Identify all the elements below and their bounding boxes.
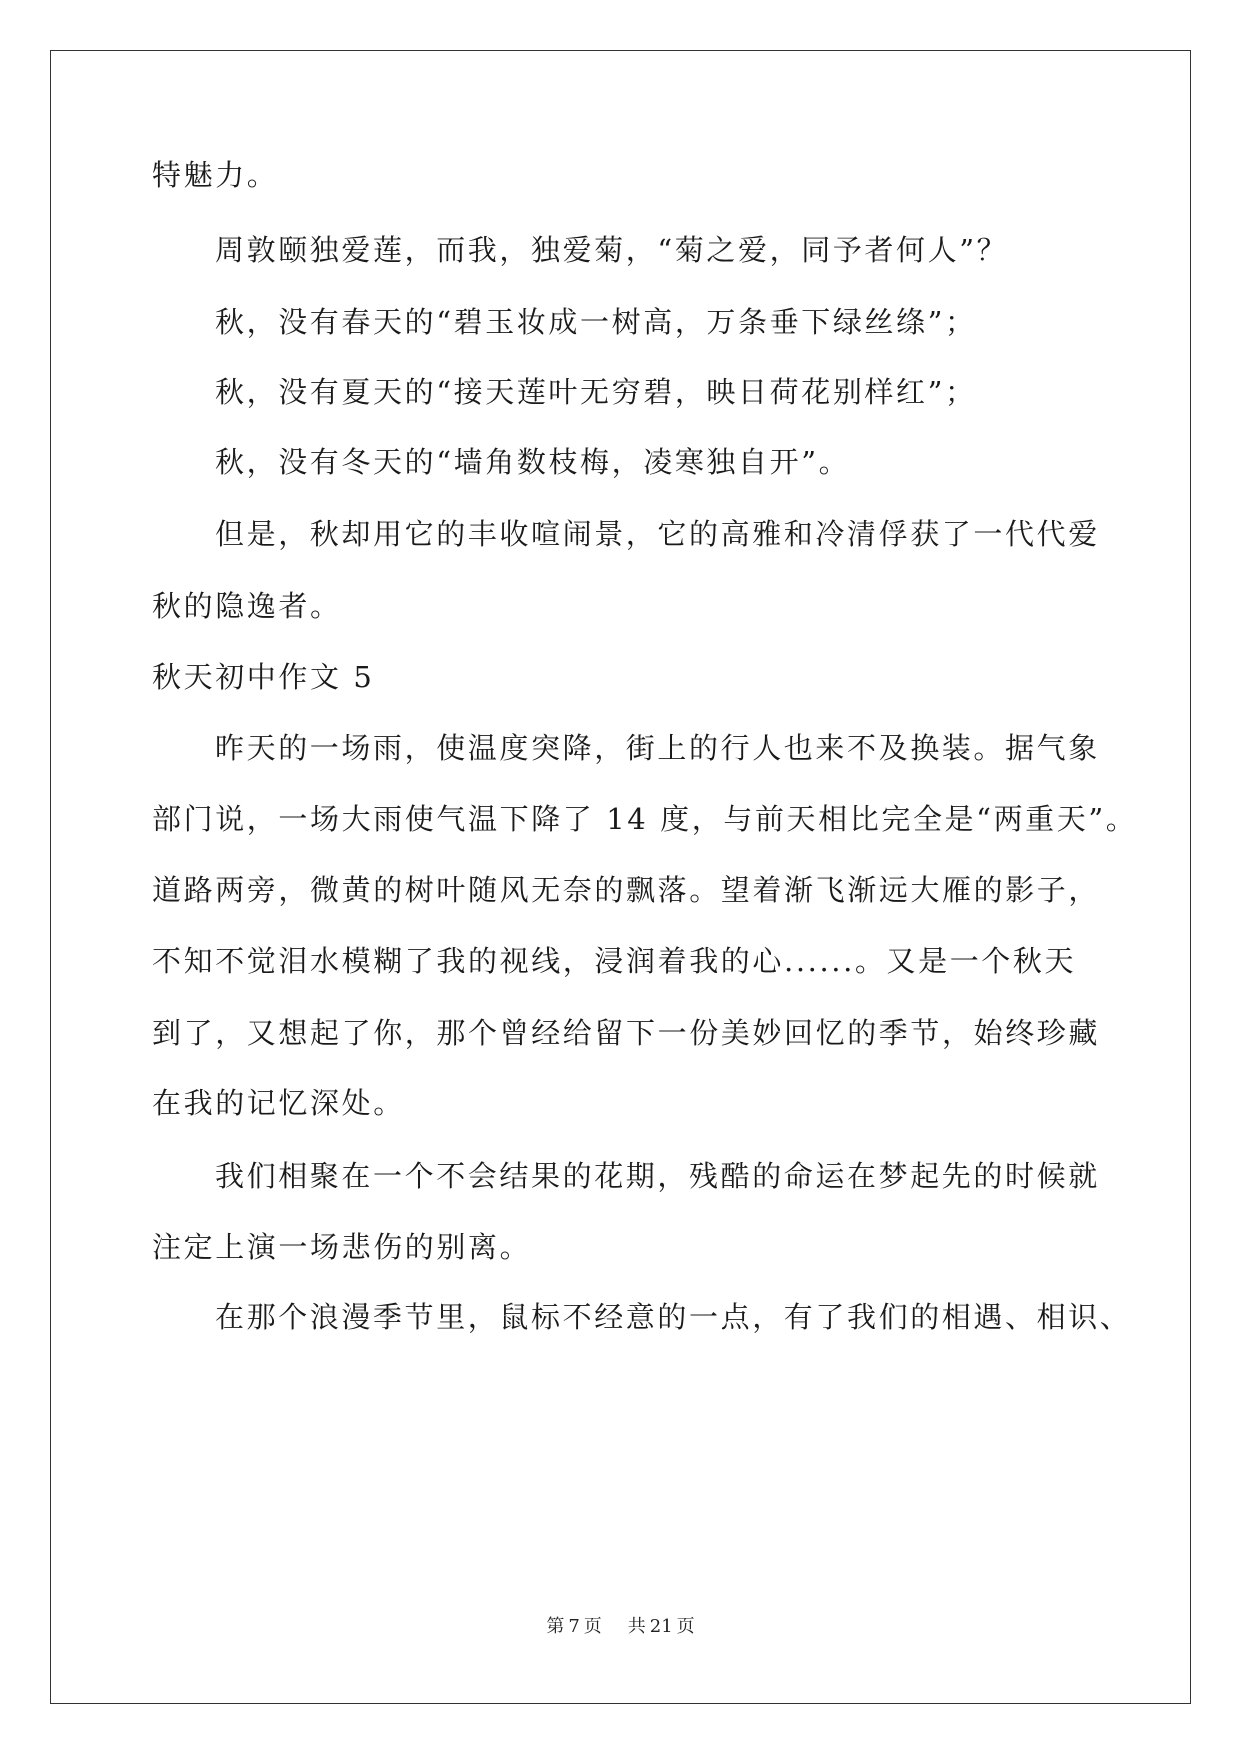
page-footer: [0, 1615, 1241, 1639]
text-line: 昨天的一场雨，使温度突降，街上的行人也来不及换装。据气象: [215, 731, 1100, 765]
page-current: 7: [568, 1616, 580, 1637]
total-label-post: 页: [676, 1616, 695, 1637]
page-label-pre: 第: [546, 1616, 565, 1637]
text-line: 我们相聚在一个不会结果的花期，残酷的命运在梦起先的时候就: [215, 1159, 1100, 1193]
text-line: 到了，又想起了你，那个曾经给留下一份美妙回忆的季节，始终珍藏: [152, 1016, 1101, 1050]
total-label-pre: 共: [627, 1616, 646, 1637]
page-label-mid: 页: [583, 1616, 602, 1637]
text-line: 秋的隐逸者。: [152, 589, 342, 623]
text-line: 但是，秋却用它的丰收喧闹景，它的高雅和冷清俘获了一代代爱: [215, 517, 1100, 551]
text-line: 周敦颐独爱莲，而我，独爱菊，“菊之爱，同予者何人”？: [215, 233, 1009, 267]
text-line: 部门说，一场大雨使气温下降了 14 度，与前天相比完全是“两重天”。: [152, 802, 1138, 836]
text-line: 秋，没有夏天的“接天莲叶无穷碧，映日荷花别样红”；: [215, 375, 977, 409]
text-line: 特魅力。: [152, 158, 279, 192]
text-line: 在我的记忆深处。: [152, 1086, 405, 1120]
text-line: 注定上演一场悲伤的别离。: [152, 1230, 532, 1264]
text-line: 不知不觉泪水模糊了我的视线，浸润着我的心......。又是一个秋天: [152, 944, 1077, 978]
page-total: 21: [649, 1616, 673, 1637]
text-line: 在那个浪漫季节里，鼠标不经意的一点，有了我们的相遇、相识、: [215, 1300, 1132, 1334]
section-heading: 秋天初中作文 5: [152, 660, 375, 694]
text-line: 道路两旁，微黄的树叶随风无奈的飘落。望着渐飞渐远大雁的影子，: [152, 873, 1101, 907]
text-line: 秋，没有春天的“碧玉妆成一树高，万条垂下绿丝绦”；: [215, 305, 977, 339]
text-line: 秋，没有冬天的“墙角数枝梅，凌寒独自开”。: [215, 445, 851, 479]
